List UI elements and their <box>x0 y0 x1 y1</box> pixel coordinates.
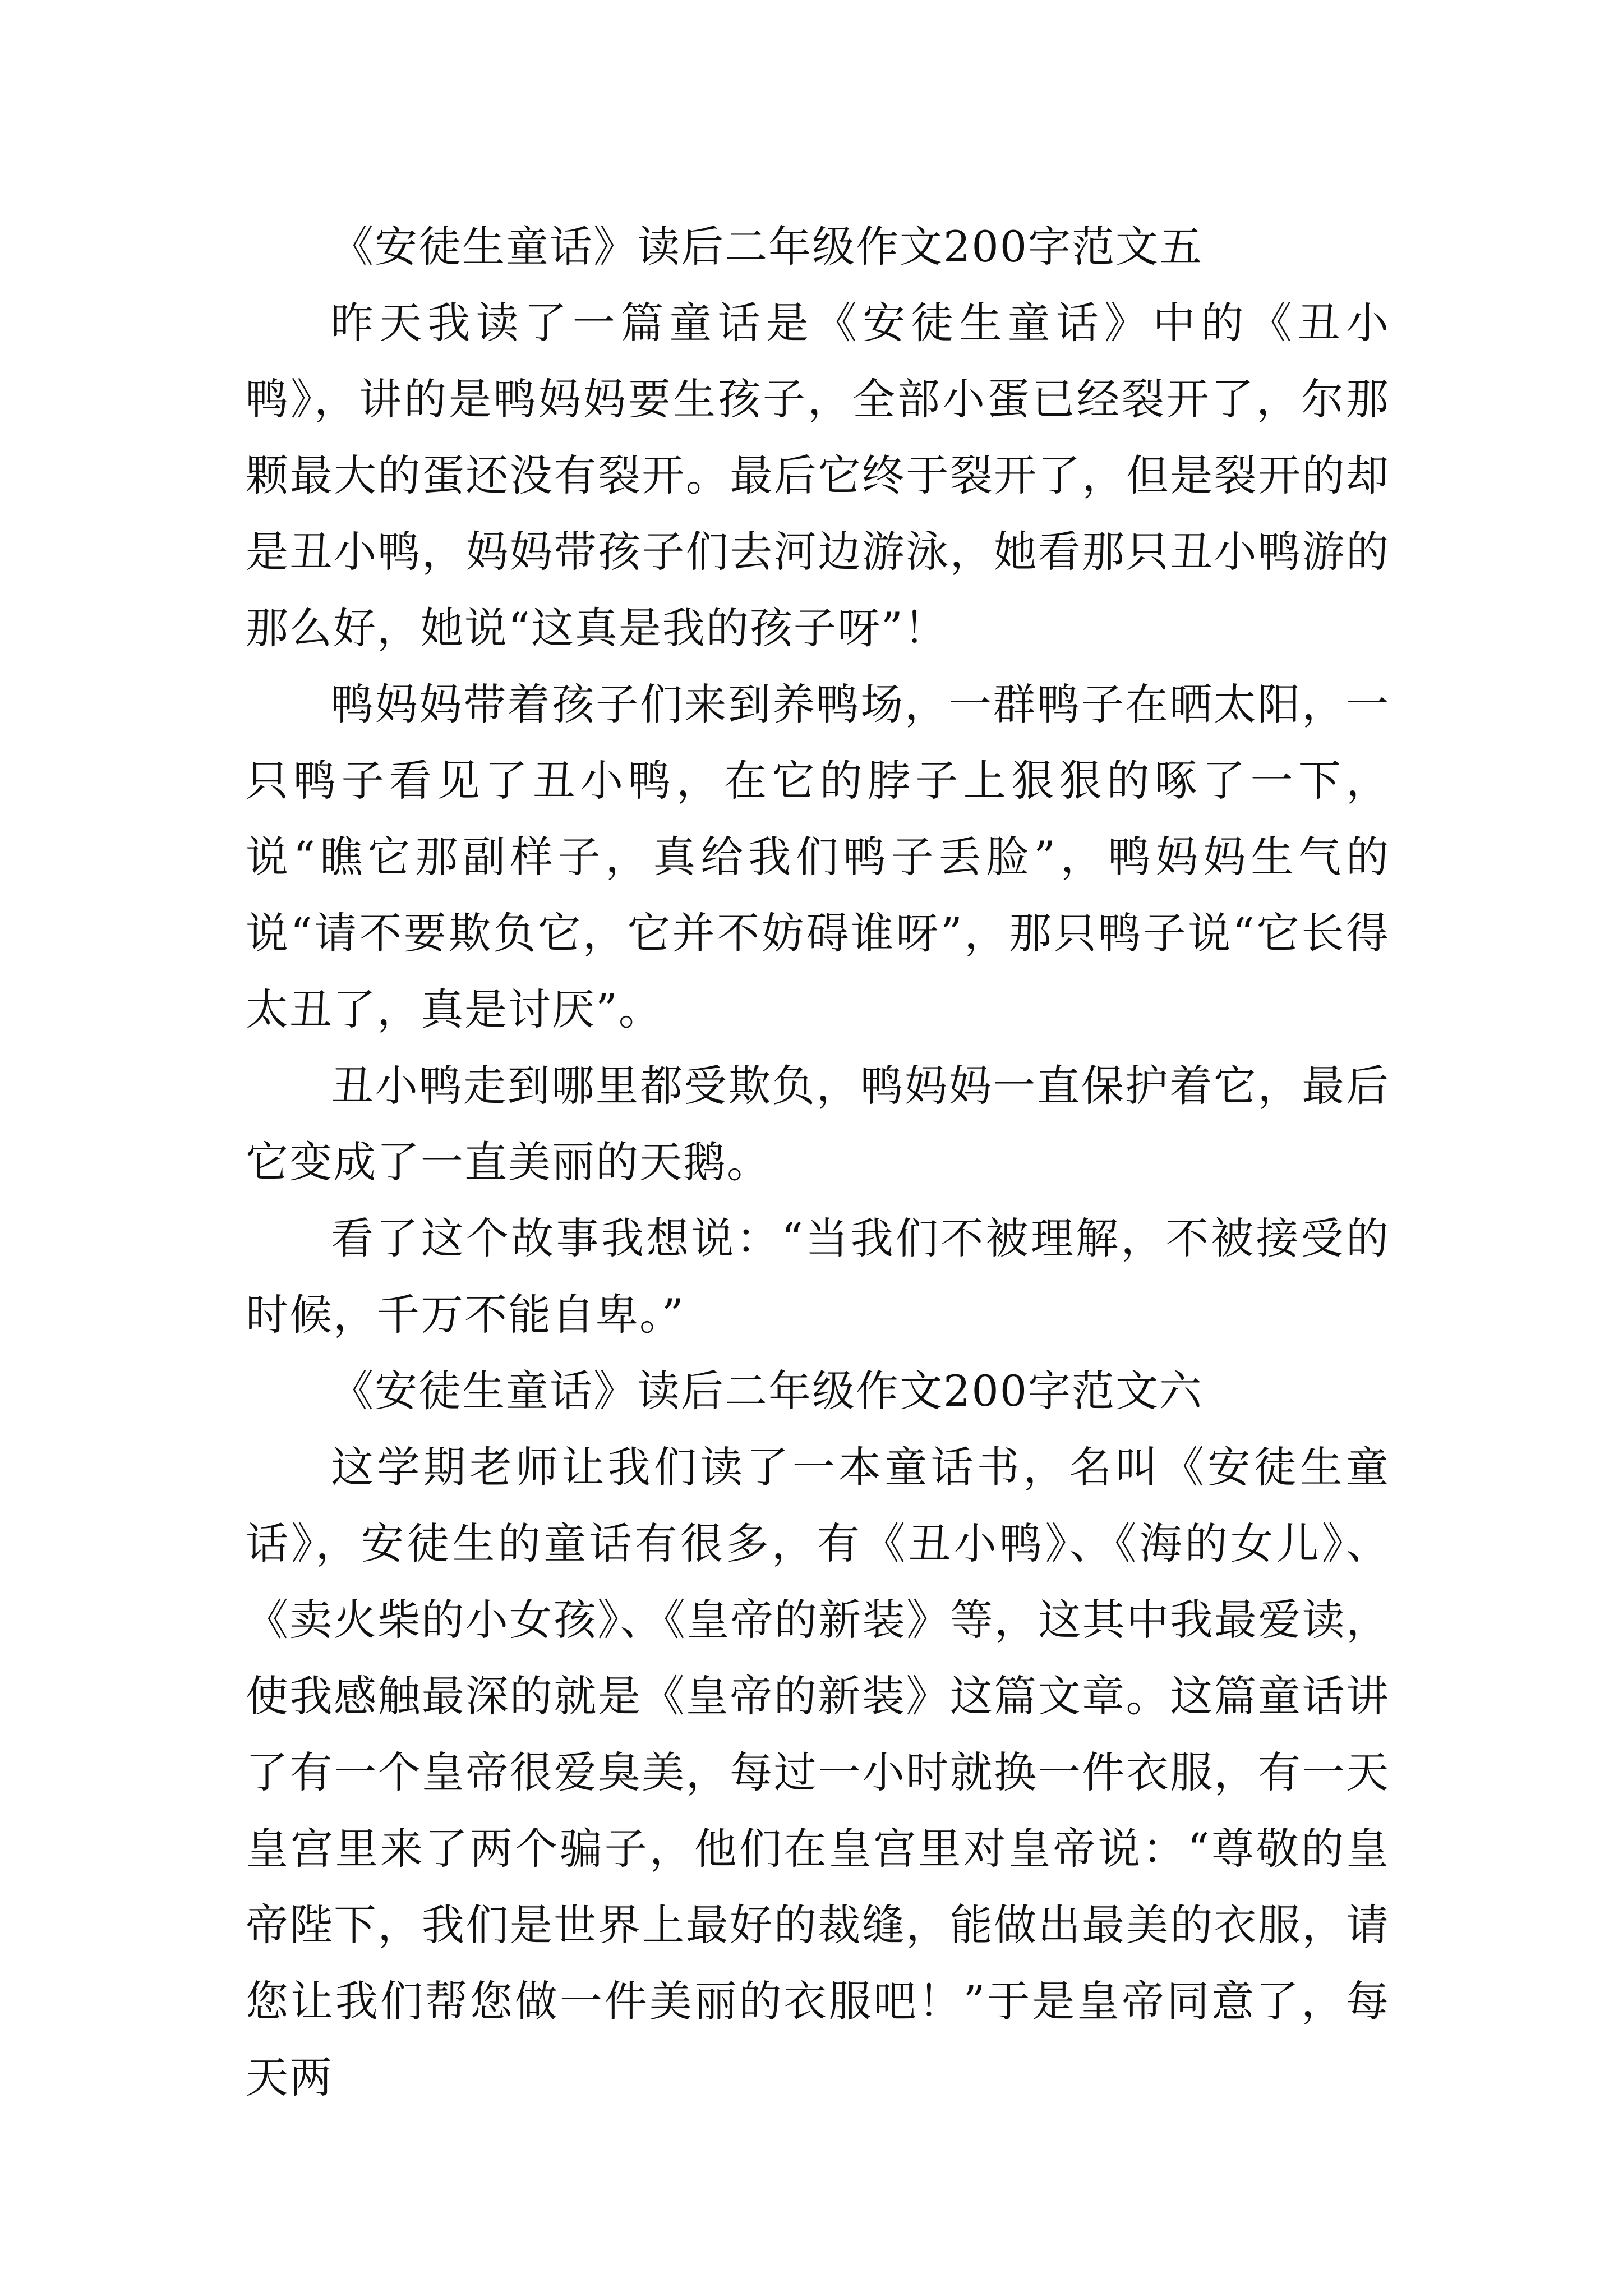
section-heading-5: 《安徒生童话》读后二年级作文200字范文五 <box>331 222 1204 272</box>
document-body <box>246 209 1390 2116</box>
paragraph: 丑小鸭走到哪里都受欺负，鸭妈妈一直保护着它，最后它变成了一直美丽的天鹅。 <box>246 1061 1390 1187</box>
paragraph: 看了这个故事我想说：“当我们不被理解，不被接受的时候，千万不能自卑。” <box>246 1213 1390 1340</box>
paragraph: 这学期老师让我们读了一本童话书，名叫《安徒生童话》，安徒生的童话有很多，有《丑小鸭》、《海的女儿》、《卖火柴的小女孩》、《皇帝的新装》等，这其中我最爱读，使我感触最深的就是《皇帝的新装》这篇文章。这篇童话讲了有一个皇帝很爱臭美，每过一小时就换一件衣服，有一天皇宫里来了两个骗子，他们在皇宫里对皇帝说：“尊敬的皇帝陛下，我们是世界上最好的裁缝，能做出最美的衣服，请您让我们帮您做一件美丽的衣服吧！”于是皇帝同意了，每天两 <box>246 1442 1390 2102</box>
section-heading-6: 《安徒生童话》读后二年级作文200字范文六 <box>331 1366 1204 1416</box>
paragraph: 鸭妈妈带着孩子们来到养鸭场，一群鸭子在晒太阳，一只鸭子看见了丑小鸭，在它的脖子上狠狠的啄了一下，说“瞧它那副样子，真给我们鸭子丢脸”，鸭妈妈生气的说“请不要欺负它，它并不妨碍谁呀”，那只鸭子说“它长得太丑了，真是讨厌”。 <box>246 679 1390 1034</box>
paragraph: 昨天我读了一篇童话是《安徒生童话》中的《丑小鸭》，讲的是鸭妈妈要生孩子，全部小蛋已经裂开了，尔那颗最大的蛋还没有裂开。最后它终于裂开了，但是裂开的却是丑小鸭，妈妈带孩子们去河边游泳，她看那只丑小鸭游的那么好，她说“这真是我的孩子呀”！ <box>246 298 1390 653</box>
